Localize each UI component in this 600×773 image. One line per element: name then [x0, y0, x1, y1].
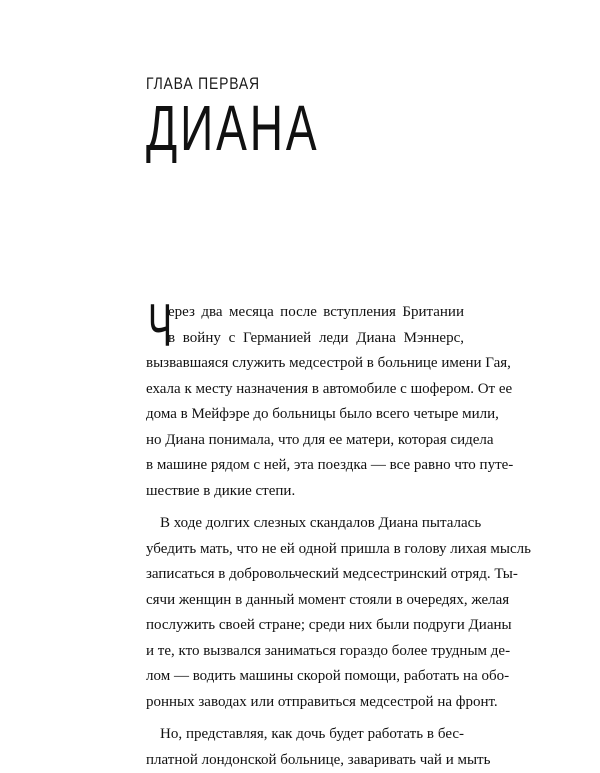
text-line: Но, представляя, как дочь будет работать в бес-	[146, 722, 464, 748]
text-line: сячи женщин в данный момент стояли в очередях, желая	[146, 588, 464, 614]
drop-cap: Ч	[148, 296, 172, 356]
text-line: вызвавшаяся служить медсестрой в больнице имени Гая,	[146, 351, 464, 377]
text-line: убедить мать, что не ей одной пришла в голову лихая мысль	[146, 537, 464, 563]
text-line: послужить своей стране; среди них были подруги Дианы	[146, 613, 464, 639]
text-line: шествие в дикие степи.	[146, 479, 464, 505]
text-line: в машине рядом с ней, эта поездка — все равно что путе-	[146, 453, 464, 479]
text-line: лом — водить машины скорой помощи, работать на обо-	[146, 664, 464, 690]
text-line: ехала к месту назначения в автомобиле с шофером. От ее	[146, 377, 464, 403]
text-line: дома в Мейфэре до больницы было всего четыре мили,	[146, 402, 464, 428]
body-text	[146, 300, 464, 773]
text-line: платной лондонской больнице, заваривать чай и мыть	[146, 748, 464, 773]
text-line: записаться в добровольческий медсестринский отряд. Ты-	[146, 562, 464, 588]
text-line: ерез два месяца после вступления Британии	[146, 300, 464, 326]
text-line: но Диана понимала, что для ее матери, которая сидела	[146, 428, 464, 454]
text-line: в войну с Германией леди Диана Мэннерс,	[146, 326, 464, 352]
text-line: ронных заводах или отправиться медсестрой на фронт.	[146, 690, 464, 716]
text-line: и те, кто вызвался заниматься гораздо более трудным де-	[146, 639, 464, 665]
text-line: В ходе долгих слезных скандалов Диана пыталась	[146, 511, 464, 537]
chapter-title: ДИАНА	[146, 96, 319, 160]
chapter-label: ГЛАВА ПЕРВАЯ	[146, 74, 260, 94]
